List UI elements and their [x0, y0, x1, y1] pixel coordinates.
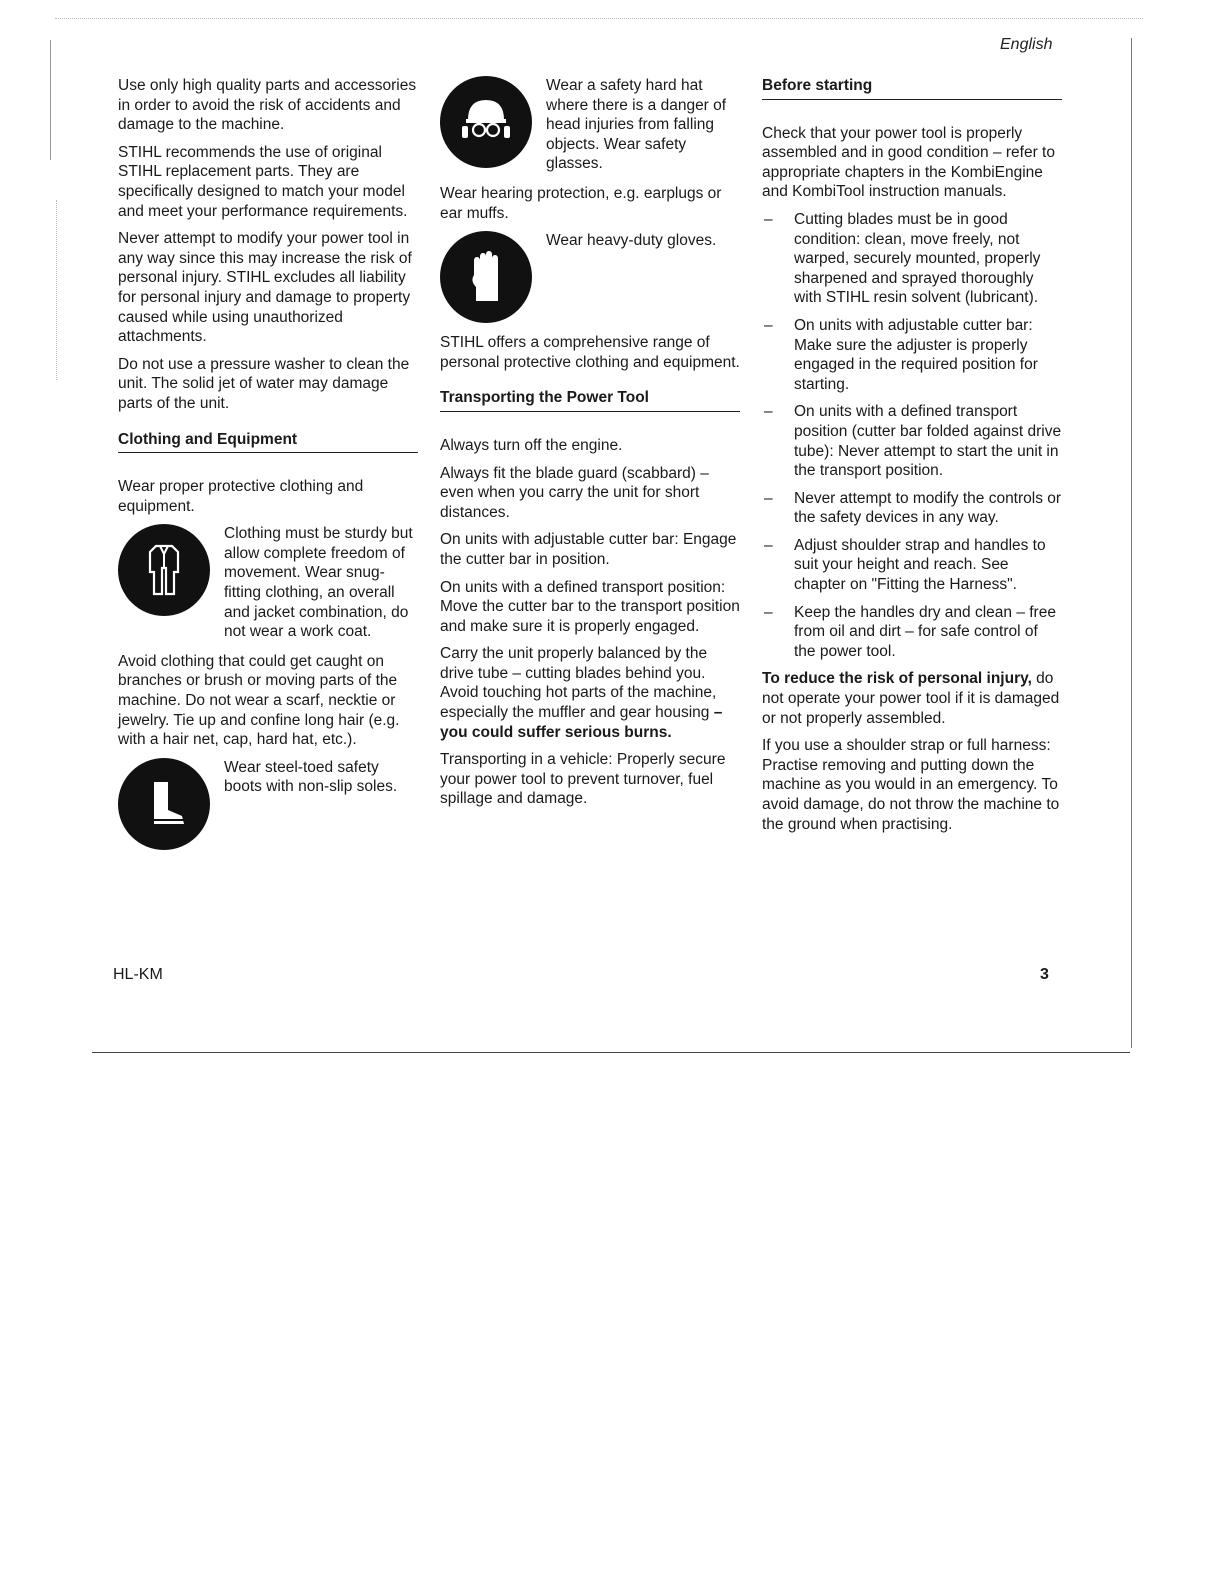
gloves-icon — [440, 231, 532, 323]
column-2 — [440, 76, 740, 817]
list-item: – On units with a defined transport position (cutter bar folded against drive tube): Never attempt to start the unit in the transport position. — [762, 402, 1062, 480]
paragraph-vehicle: Transporting in a vehicle: Properly secure your power tool to prevent turnover, fuel spillage and damage. — [440, 751, 726, 808]
paragraph-quality-parts: Use only high quality parts and accessories in order to avoid the risk of accidents and damage to the machine. — [118, 77, 417, 134]
helmet-row — [440, 76, 740, 174]
checklist — [762, 210, 1062, 661]
footer-page-number: 3 — [1040, 966, 1049, 983]
burns-warning: – you could suffer serious burns. — [440, 704, 723, 741]
reduce-risk-bold: To reduce the risk of personal injury, — [762, 670, 1032, 688]
helmet-icon — [440, 76, 532, 168]
helmet-text: Wear a safety hard hat where there is a danger of head injuries from falling objects. Wear safety glasses. — [546, 77, 727, 173]
page-frame-left — [50, 40, 51, 160]
clothing-row — [118, 524, 418, 642]
paragraph-stihl-offers: STIHL offers a comprehensive range of personal protective clothing and equipment. — [440, 334, 740, 371]
list-item: – Cutting blades must be in good condition: clean, move freely, not warped, securely mounted, properly sharpened and sprayed thoroughly with STIHL resin solvent (lubricant). — [762, 210, 1062, 308]
paragraph-reduce-risk — [762, 669, 1062, 728]
language-label: English — [1000, 36, 1053, 53]
gloves-row — [440, 231, 740, 323]
paragraph-protective-clothing: Wear proper protective clothing and equipment. — [118, 478, 364, 515]
page-frame-left-dotted — [56, 200, 57, 380]
paragraph-harness: If you use a shoulder strap or full harness: Practise removing and putting down the machine as you would in an emergency. To avoid damage, do not throw the machine to the ground when practising. — [762, 737, 1060, 833]
heading-before-starting: Before starting — [762, 76, 1062, 100]
list-item: – On units with adjustable cutter bar: Make sure the adjuster is properly engaged in the required position for starting. — [762, 316, 1062, 394]
reduce-risk-text: do not operate your power tool if it is damaged or not properly assembled. — [762, 670, 1060, 727]
carry-text: Carry the unit properly balanced by the drive tube – cutting blades behind you. Avoid touching hot parts of the machine, especially the muffler and gear housing — [440, 645, 717, 722]
boots-text: Wear steel-toed safety boots with non-slip soles. — [224, 758, 398, 796]
list-item: – Never attempt to modify the controls or the safety devices in any way. — [762, 489, 1062, 528]
paragraph-carry-unit — [440, 644, 740, 742]
page-frame-top — [55, 18, 1143, 19]
paragraph-pressure-washer: Do not use a pressure washer to clean the unit. The solid jet of water may damage parts of the unit. — [118, 355, 410, 412]
heading-clothing-equipment: Clothing and Equipment — [118, 430, 418, 454]
boots-icon — [118, 758, 210, 850]
footer-model: HL-KM — [113, 966, 163, 983]
paragraph-blade-guard: Always fit the blade guard (scabbard) – even when you carry the unit for short distances. — [440, 464, 709, 521]
paragraph-turn-off: Always turn off the engine. — [440, 436, 623, 454]
list-item: – Keep the handles dry and clean – free from oil and dirt – for safe control of the power tool. — [762, 603, 1062, 662]
paragraph-original-parts: STIHL recommends the use of original STIHL replacement parts. They are specifically designed to match your model and meet your performance requirements. — [118, 143, 408, 220]
paragraph-avoid-clothing: Avoid clothing that could get caught on branches or brush or moving parts of the machine. Do not wear a scarf, necktie or jewelry. Tie up and confine long hair (e.g. with a hair net, cap, hard hat, etc.). — [118, 652, 400, 749]
column-3 — [762, 76, 1062, 842]
paragraph-no-modify: Never attempt to modify your power tool in any way since this may increase the risk of personal injury. STIHL excludes all liability for personal injury and damage to property caused while using unauthorized attachments. — [118, 230, 412, 346]
clothing-icon — [118, 524, 210, 616]
paragraph-hearing: Wear hearing protection, e.g. earplugs or ear muffs. — [440, 184, 722, 222]
boots-row — [118, 758, 418, 850]
page-bottom-rule — [92, 1052, 1130, 1053]
heading-transporting: Transporting the Power Tool — [440, 388, 740, 412]
paragraph-adjustable-bar: On units with adjustable cutter bar: Engage the cutter bar in position. — [440, 531, 737, 568]
gloves-text: Wear heavy-duty gloves. — [546, 232, 717, 250]
paragraph-transport-position: On units with a defined transport position: Move the cutter bar to the transport position and make sure it is properly engaged. — [440, 578, 740, 635]
paragraph-check-tool: Check that your power tool is properly assembled and in good condition – refer to appropriate chapters in the KombiEngine and KombiTool instruction manuals. — [762, 124, 1055, 201]
list-item: – Adjust shoulder strap and handles to suit your height and reach. See chapter on "Fitting the Harness". — [762, 536, 1062, 595]
clothing-text: Clothing must be sturdy but allow complete freedom of movement. Wear snug-fitting clothing, an overall and jacket combination, do not wear a work coat. — [224, 525, 413, 641]
page-frame-right — [1131, 38, 1132, 1048]
column-1 — [118, 76, 418, 860]
